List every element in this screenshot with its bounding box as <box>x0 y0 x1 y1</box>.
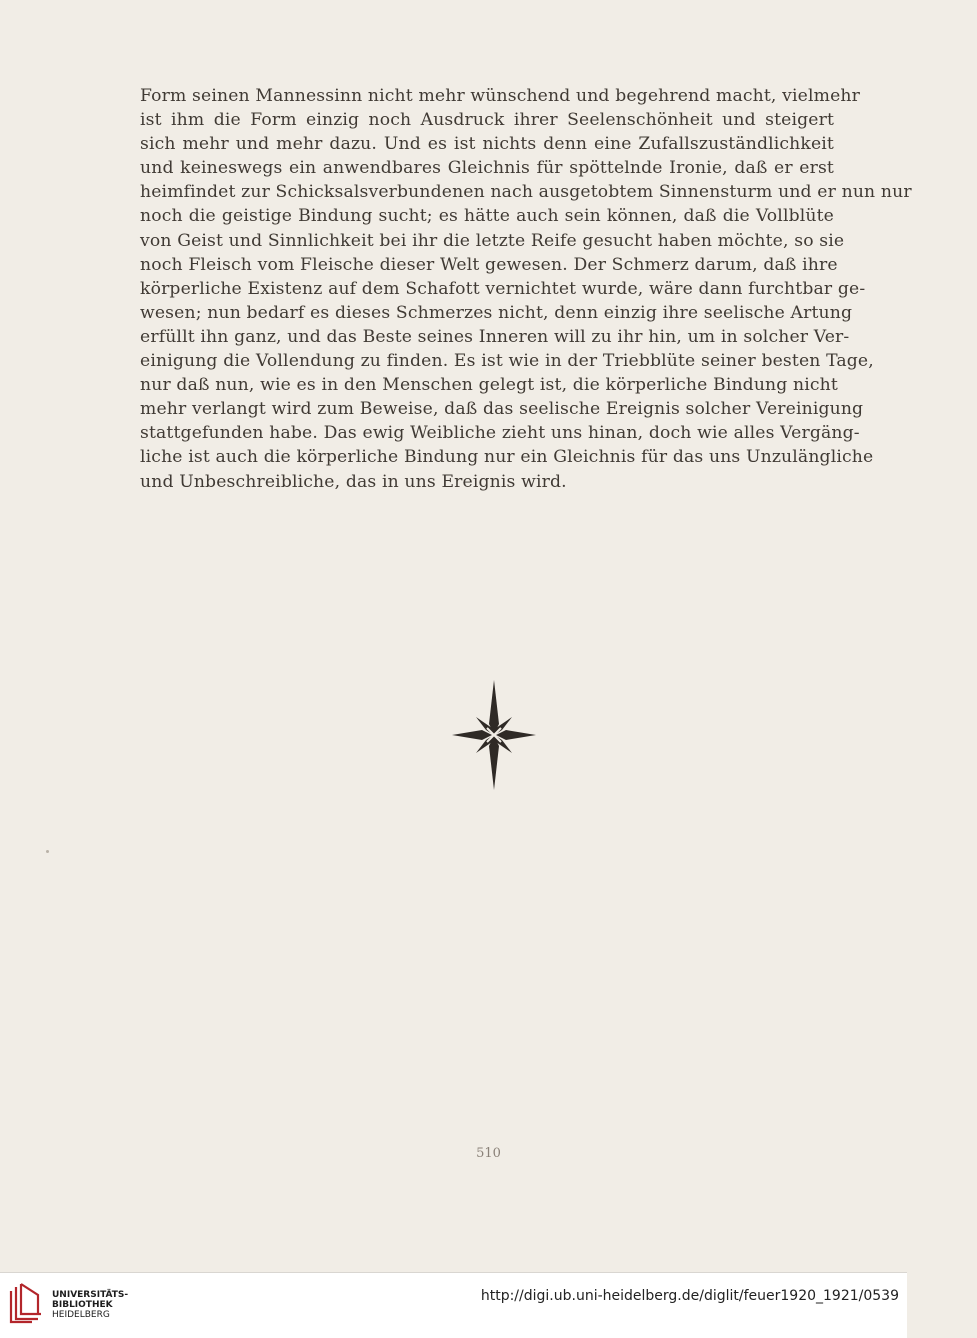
text-line: noch die geistige Bindung sucht; es hätte auch sein können, daß die Vollblüte <box>140 206 834 227</box>
library-name <box>52 1290 128 1320</box>
text-line: stattgefunden habe. Das ewig Weibliche zieht uns hinan, doch wie alles Vergäng- <box>140 423 860 444</box>
source-url-link[interactable]: http://digi.ub.uni-heidelberg.de/diglit/feuer1920_1921/0539 <box>480 1288 899 1304</box>
text-line: liche ist auch die körperliche Bindung nur ein Gleichnis für das uns Unzulängliche <box>140 447 874 468</box>
text-line: heimfindet zur Schicksalsverbundenen nach ausgetobtem Sinnensturm und er nun nur <box>140 182 912 203</box>
paper-speck <box>46 850 49 853</box>
text-line: noch Fleisch vom Fleische dieser Welt gewesen. Der Schmerz darum, daß ihre <box>140 254 838 275</box>
text-line: ist ihm die Form einzig noch Ausdruck ihrer Seelenschönheit und steigert <box>140 110 834 131</box>
body-text <box>140 84 912 494</box>
text-line: wesen; nun bedarf es dieses Schmerzes nicht, denn einzig ihre seelische Artung <box>140 302 853 323</box>
library-name-line: HEIDELBERG <box>52 1310 110 1320</box>
text-line: und Unbeschreibliche, das in uns Ereignis wird. <box>140 471 567 492</box>
text-line: von Geist und Sinnlichkeit bei ihr die letzte Reife gesucht haben möchte, so sie <box>140 230 845 251</box>
text-line: sich mehr und mehr dazu. Und es ist nichts denn eine Zufallszuständlichkeit <box>140 134 834 155</box>
footer-bar <box>0 1272 907 1338</box>
page-number: 510 <box>476 1146 501 1161</box>
text-line: körperliche Existenz auf dem Schafott vernichtet wurde, wäre dann furchtbar ge- <box>140 278 866 299</box>
text-line: und keineswegs ein anwendbares Gleichnis für spöttelnde Ironie, daß er erst <box>140 158 834 179</box>
text-line: erfüllt ihn ganz, und das Beste seines Inneren will zu ihr hin, um in solcher Ver- <box>140 326 850 347</box>
text-line: nur daß nun, wie es in den Menschen gelegt ist, die körperliche Bindung nicht <box>140 375 838 396</box>
text-line: mehr verlangt wird zum Beweise, daß das seelische Ereignis solcher Vereinigung <box>140 399 864 420</box>
four-pointed-star-icon <box>452 680 536 790</box>
library-name-line: BIBLIOTHEK <box>52 1300 113 1310</box>
library-logo-icon <box>8 1281 46 1323</box>
text-line: Form seinen Mannessinn nicht mehr wünschend und begehrend macht, vielmehr <box>140 86 860 106</box>
text-line: einigung die Vollendung zu finden. Es ist wie in der Triebblüte seiner besten Tage, <box>140 351 874 372</box>
library-name-line: UNIVERSITÄTS- <box>52 1290 129 1300</box>
